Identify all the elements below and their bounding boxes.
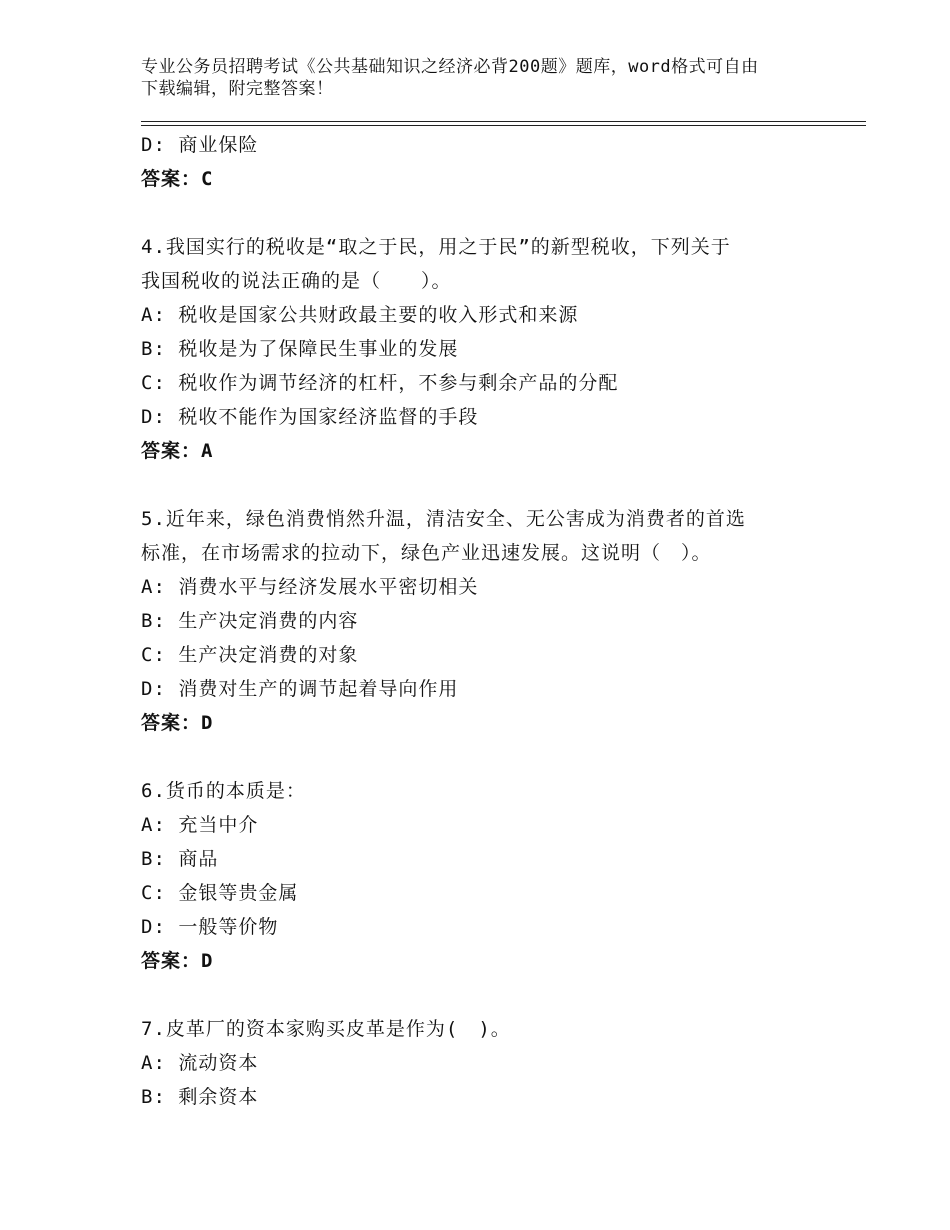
option-d: D: 税收不能作为国家经济监督的手段: [141, 406, 479, 428]
option-b: B: 剩余资本: [141, 1086, 259, 1108]
header-line-2: 下载编辑，附完整答案！: [141, 79, 334, 99]
question-5: [141, 502, 821, 740]
answer-line: 答案：C: [141, 168, 214, 190]
option-b: B: 税收是为了保障民生事业的发展: [141, 338, 459, 360]
header-rule-top: [141, 121, 866, 122]
header-line-1: 专业公务员招聘考试《公共基础知识之经济必背200题》题库，word格式可自由: [141, 57, 759, 77]
option-a: A: 税收是国家公共财政最主要的收入形式和来源: [141, 304, 579, 326]
spacer: [141, 978, 821, 1012]
option-c: C: 税收作为调节经济的杠杆，不参与剩余产品的分配: [141, 372, 619, 394]
option-a: A: 消费水平与经济发展水平密切相关: [141, 576, 479, 598]
answer-line: 答案：D: [141, 712, 214, 734]
question-stem-cont: 我国税收的说法正确的是（ ）。: [141, 270, 452, 292]
option-d: D: 消费对生产的调节起着导向作用: [141, 678, 459, 700]
option-d: D: 一般等价物: [141, 916, 279, 938]
spacer: [141, 740, 821, 774]
question-list: [141, 128, 821, 1114]
header-rule-bottom: [141, 125, 866, 126]
option-b: B: 生产决定消费的内容: [141, 610, 359, 632]
question-stem: 6.货币的本质是：: [141, 780, 306, 802]
spacer: [141, 196, 821, 230]
question-stem: 4.我国实行的税收是“取之于民，用之于民”的新型税收，下列关于: [141, 236, 731, 258]
question-stem: 5.近年来，绿色消费悄然升温，清洁安全、无公害成为消费者的首选: [141, 508, 746, 530]
document-header: [141, 56, 821, 100]
question-4: [141, 230, 821, 468]
option-a: A: 流动资本: [141, 1052, 259, 1074]
spacer: [141, 468, 821, 502]
question-6: [141, 774, 821, 978]
answer-line: 答案：D: [141, 950, 214, 972]
option-b: B: 商品: [141, 848, 219, 870]
answer-line: 答案：A: [141, 440, 214, 462]
question-stem: 7.皮革厂的资本家购买皮革是作为( )。: [141, 1018, 511, 1040]
option-a: A: 充当中介: [141, 814, 259, 836]
option-c: C: 生产决定消费的对象: [141, 644, 359, 666]
option-d: D: 商业保险: [141, 134, 259, 156]
question-stem-cont: 标准，在市场需求的拉动下，绿色产业迅速发展。这说明（ ）。: [141, 542, 712, 564]
question-7: [141, 1012, 821, 1114]
option-c: C: 金银等贵金属: [141, 882, 299, 904]
